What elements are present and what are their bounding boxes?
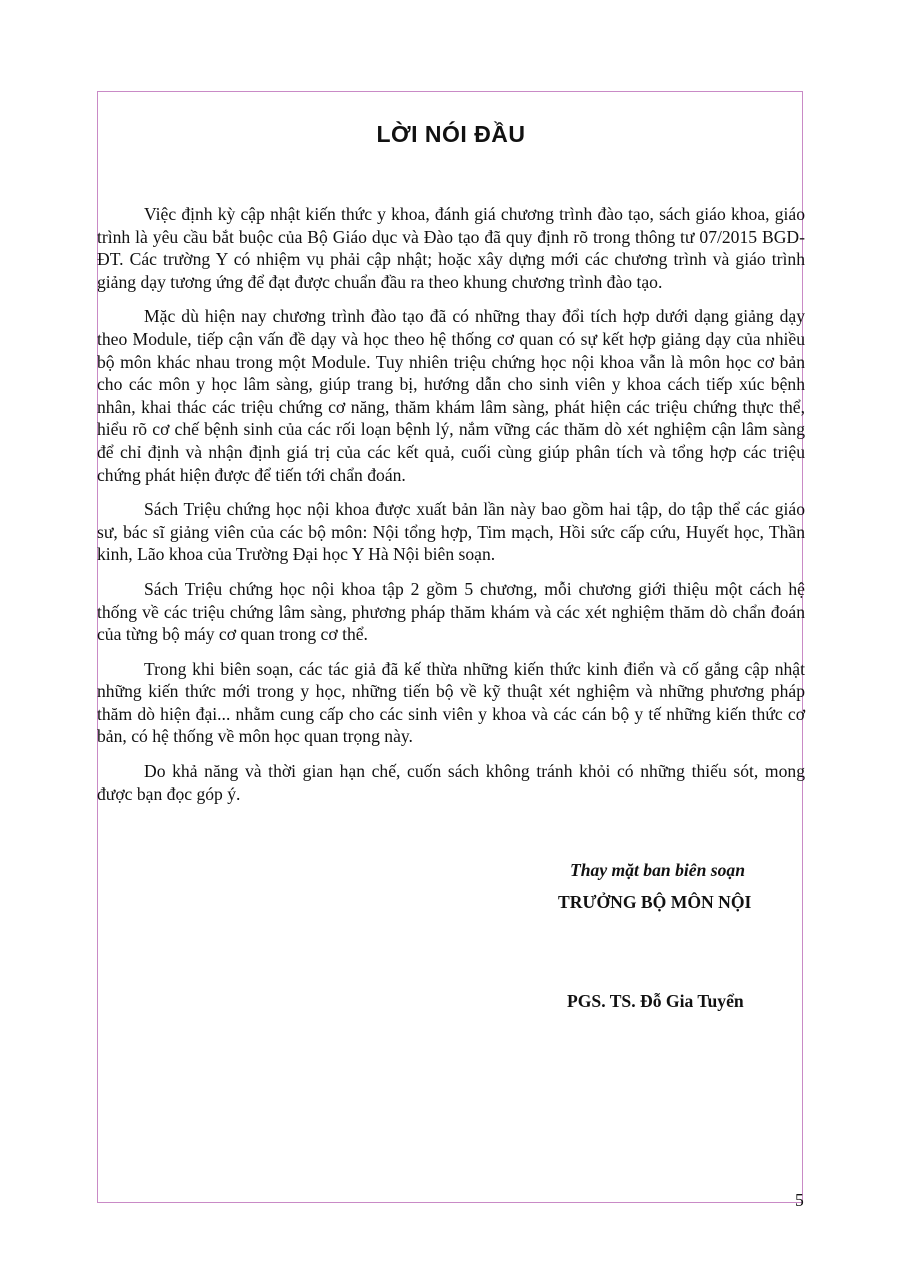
document-body (97, 91, 805, 805)
paragraph-2: Mặc dù hiện nay chương trình đào tạo đã có những thay đổi tích hợp dưới dạng giảng dạy theo Module, tiếp cận vấn đề dạy và học theo hệ thống cơ quan có sự kết hợp giảng dạy của nhiều bộ môn khác nhau trong một Module. Tuy nhiên triệu chứng học nội khoa vẫn là môn học cơ bản cho các môn y học lâm sàng, giúp trang bị, hướng dẫn cho sinh viên y khoa cách tiếp xúc bệnh nhân, khai thác các triệu chứng cơ năng, thăm khám lâm sàng, phát hiện các triệu chứng thực thể, hiểu rõ cơ chế bệnh sinh của các rối loạn bệnh lý, nắm vững các thăm dò xét nghiệm cận lâm sàng để chỉ định và nhận định giá trị của các kết quả, cuối cùng giúp phân tích và tổng hợp các triệu chứng phát hiện được để tiến tới chẩn đoán. (97, 306, 805, 485)
page-title: LỜI NÓI ĐẦU (376, 121, 526, 147)
paragraph-3: Sách Triệu chứng học nội khoa được xuất bản lần này bao gồm hai tập, do tập thể các giáo sư, bác sĩ giảng viên của các bộ môn: Nội tổng hợp, Tim mạch, Hồi sức cấp cứu, Huyết học, Thần kinh, Lão khoa của Trường Đại học Y Hà Nội biên soạn. (97, 499, 805, 565)
paragraph-5: Trong khi biên soạn, các tác giả đã kế thừa những kiến thức kinh điển và cố gắng cập nhật những kiến thức mới trong y học, những tiến bộ về kỹ thuật xét nghiệm và những phương pháp thăm dò hiện đại... nhằm cung cấp cho các sinh viên y khoa và các cán bộ y tế những kiến thức cơ bản, có hệ thống về môn học quan trọng này. (97, 658, 805, 747)
signature-role: Thay mặt ban biên soạn (570, 860, 745, 880)
signature-name: PGS. TS. Đỗ Gia Tuyển (567, 991, 744, 1011)
page-number: 5 (795, 1190, 804, 1210)
paragraph-6: Do khả năng và thời gian hạn chế, cuốn sách không tránh khỏi có những thiếu sót, mong được bạn đọc góp ý. (97, 761, 805, 804)
signature-department: TRƯỞNG BỘ MÔN NỘI (558, 892, 752, 912)
paragraph-4: Sách Triệu chứng học nội khoa tập 2 gồm 5 chương, mỗi chương giới thiệu một cách hệ thống về các triệu chứng lâm sàng, phương pháp thăm khám và các xét nghiệm thăm dò chẩn đoán của từng bộ máy cơ quan trong cơ thể. (97, 578, 805, 645)
paragraph-1: Việc định kỳ cập nhật kiến thức y khoa, đánh giá chương trình đào tạo, sách giáo khoa, giáo trình là yêu cầu bắt buộc của Bộ Giáo dục và Đào tạo đã quy định rõ trong thông tư 07/2015 BGD-ĐT. Các trường Y có nhiệm vụ phải cập nhật; hoặc xây dựng mới các chương trình và giáo trình giảng dạy tương ứng để đạt được chuẩn đầu ra theo khung chương trình đào tạo. (97, 204, 805, 292)
